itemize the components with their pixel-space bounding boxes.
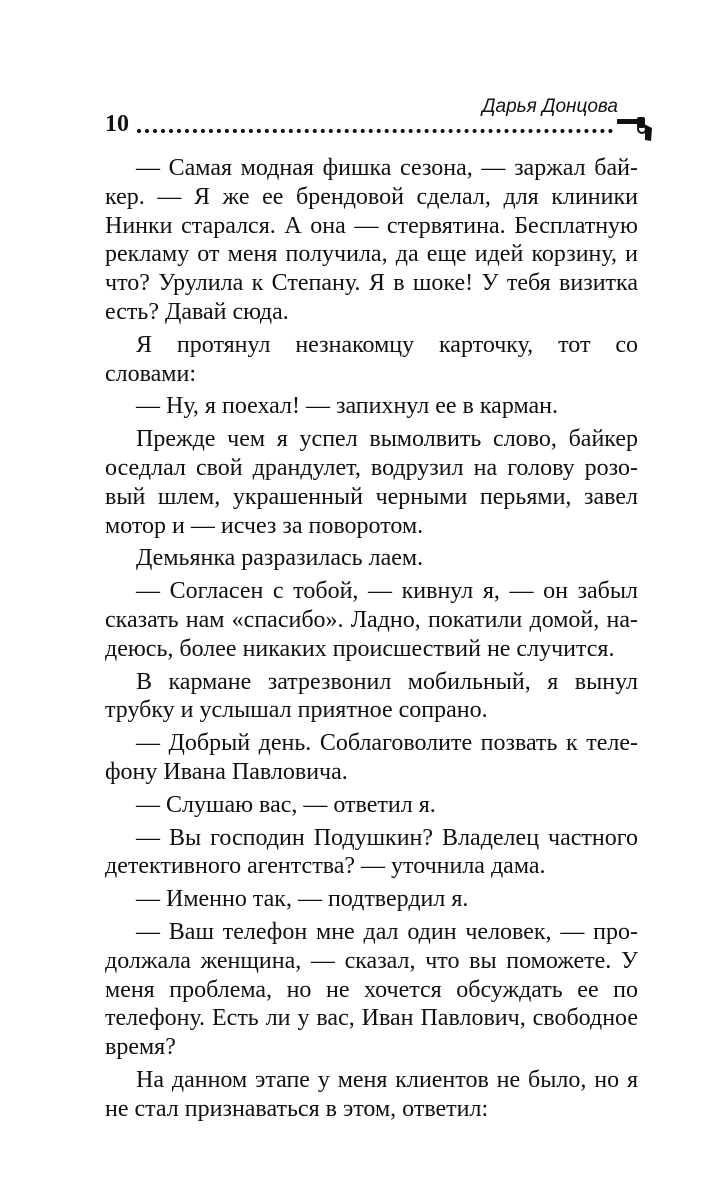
paragraph: — Вы господин Подушкин? Владелец частного детективного агентства? — уточнила дама. xyxy=(105,824,638,880)
paragraph: Прежде чем я успел вымолвить слово, байкер оседлал свой драндулет, водрузил на голову розовый шлем, украшенный черными перьями, завел мотор и — исчез за поворотом. xyxy=(105,426,638,539)
page-header xyxy=(105,96,653,144)
paragraph: На данном этапе у меня клиентов не было, но я не стал признаваться в этом, ответил: xyxy=(105,1066,638,1122)
paragraph: — Ну, я поехал! — запихнул ее в карман. xyxy=(136,393,558,420)
paragraph: — Именно так, — подтвердил я. xyxy=(136,886,469,913)
paragraph: — Самая модная фишка сезона, — заржал байкер. — Я же ее брендовой сделал, для клиники Нинки старался. А она — стервятина. Бесплатную рекламу от меня получила, да еще идей корзину, и что? Урулила к Степану. Я в шоке! У тебя визитка есть? Давай сюда. xyxy=(105,155,638,325)
paragraph: Демьянка разразилась лаем. xyxy=(136,545,424,572)
paragraph: — Согласен с тобой, — кивнул я, — он забыл сказать нам «спасибо». Ладно, покатили домой, надеюсь, более никаких происшествий не случится. xyxy=(105,578,638,662)
body-text xyxy=(105,154,638,1128)
revolver-icon xyxy=(617,116,653,142)
running-title-author: Дарья Донцова xyxy=(482,96,618,117)
paragraph: — Ваш телефон мне дал один человек, — продолжала женщина, — сказал, что вы поможете. У меня проблема, но не хочется обсуждать ее по телефону. Есть ли у вас, Иван Павлович, свободное время? xyxy=(105,918,638,1061)
paragraph: — Слушаю вас, — ответил я. xyxy=(136,791,436,818)
page-number: 10 xyxy=(105,111,129,137)
paragraph: Я протянул незнакомцу карточку, тот со словами: xyxy=(105,331,638,387)
paragraph: — Добрый день. Соблаговолите позвать к телефону Ивана Павловича. xyxy=(105,730,638,785)
header-dotted-rule xyxy=(137,129,613,133)
paragraph: В кармане затрезвонил мобильный, я вынул трубку и услышал приятное сопрано. xyxy=(105,668,638,724)
